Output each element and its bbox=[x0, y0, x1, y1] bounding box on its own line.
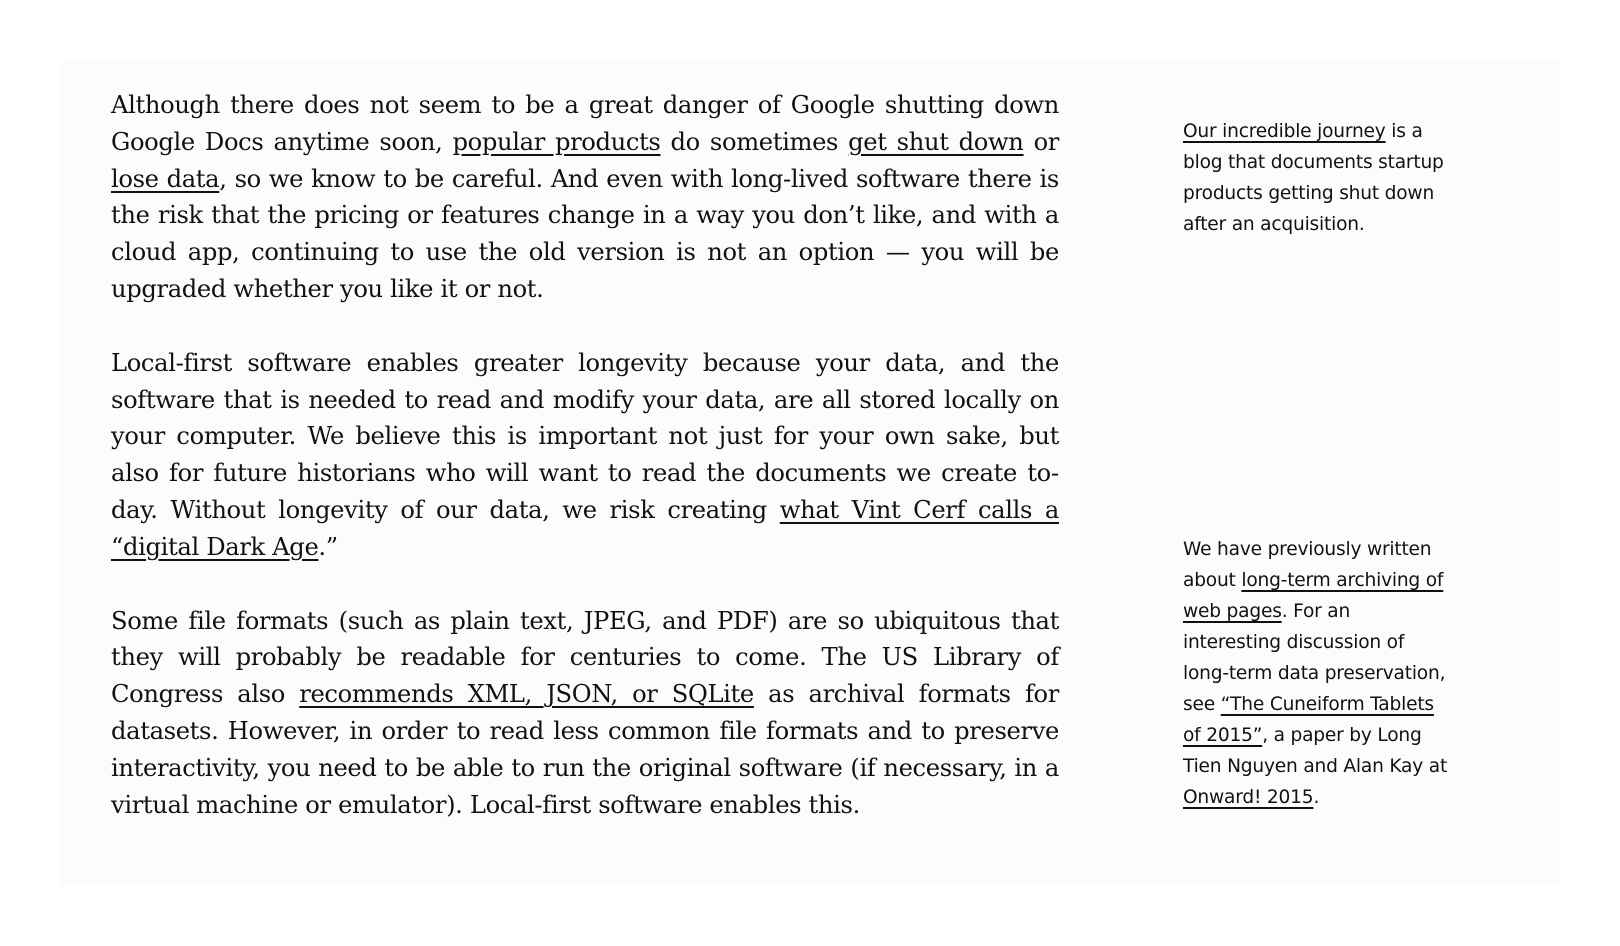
text: .” bbox=[318, 532, 338, 561]
text: , a paper by Long Tien Nguyen and Alan Kay at bbox=[1183, 725, 1448, 777]
sidenote-incredible-journey bbox=[1183, 116, 1448, 240]
text: do sometimes bbox=[660, 127, 849, 156]
link-onward-2015[interactable]: Onward! 2015 bbox=[1183, 787, 1314, 808]
text: We have previously written about bbox=[1183, 539, 1432, 591]
text: . For an interesting discussion of long-term data preservation, see bbox=[1183, 601, 1446, 715]
link-digital-dark-age[interactable]: what Vint Cerf calls a “digital Dark Age bbox=[111, 495, 1059, 561]
text: Although there does not seem to be a great danger of Google shutting down Google Docs anytime soon, bbox=[111, 91, 1059, 156]
paragraph-file-formats bbox=[111, 603, 1059, 824]
text: as archival formats for datasets. However, in order to read less common file formats and to preserve interactivity, you need to be able to run the original software (if necessary, in a virtual machine or emulator). Local-first software enables this. bbox=[111, 680, 1059, 819]
link-our-incredible-journey[interactable]: Our incredible journey bbox=[1183, 121, 1386, 142]
article-panel bbox=[60, 60, 1560, 886]
link-get-shut-down[interactable]: get shut down bbox=[848, 127, 1024, 156]
link-cuneiform-tablets[interactable]: “The Cuneiform Tablets of 2015” bbox=[1183, 694, 1434, 746]
sidenote-archiving bbox=[1183, 534, 1448, 813]
paragraph-longevity-risk bbox=[111, 87, 1059, 308]
text: , so we know to be careful. And even with long-lived software there is the risk that the pricing or features change in a way you don’t like, and with a cloud app, continuing to use the old version is not an option — you will be upgraded whether you like it or not. bbox=[111, 164, 1059, 303]
text: is a blog that documents startup products getting shut down after an acquisition. bbox=[1183, 121, 1444, 235]
main-text-column bbox=[111, 87, 1059, 860]
link-archival-formats[interactable]: recommends XML, JSON, or SQLite bbox=[299, 680, 754, 709]
text: Some file formats (such as plain text, JPEG, and PDF) are so ubiquitous that they will probably be readable for centuries to come. The US Library of Congress also bbox=[111, 606, 1059, 709]
text: . bbox=[1313, 787, 1320, 808]
text: or bbox=[1023, 127, 1060, 156]
link-long-term-archiving[interactable]: long-term archiving of web pages bbox=[1183, 570, 1444, 622]
text: Local-first software enables greater longevity because your data, and the software that is needed to read and modify your data, are all stored locally on your computer. We believe this is important not just for your own sake, but also for future historians who will want to read the documents we create today. Without longevity of our data, we risk creating bbox=[111, 348, 1059, 524]
link-popular-products[interactable]: popular products bbox=[452, 127, 661, 156]
paragraph-local-first-longevity bbox=[111, 345, 1059, 566]
link-lose-data[interactable]: lose data bbox=[111, 164, 220, 193]
